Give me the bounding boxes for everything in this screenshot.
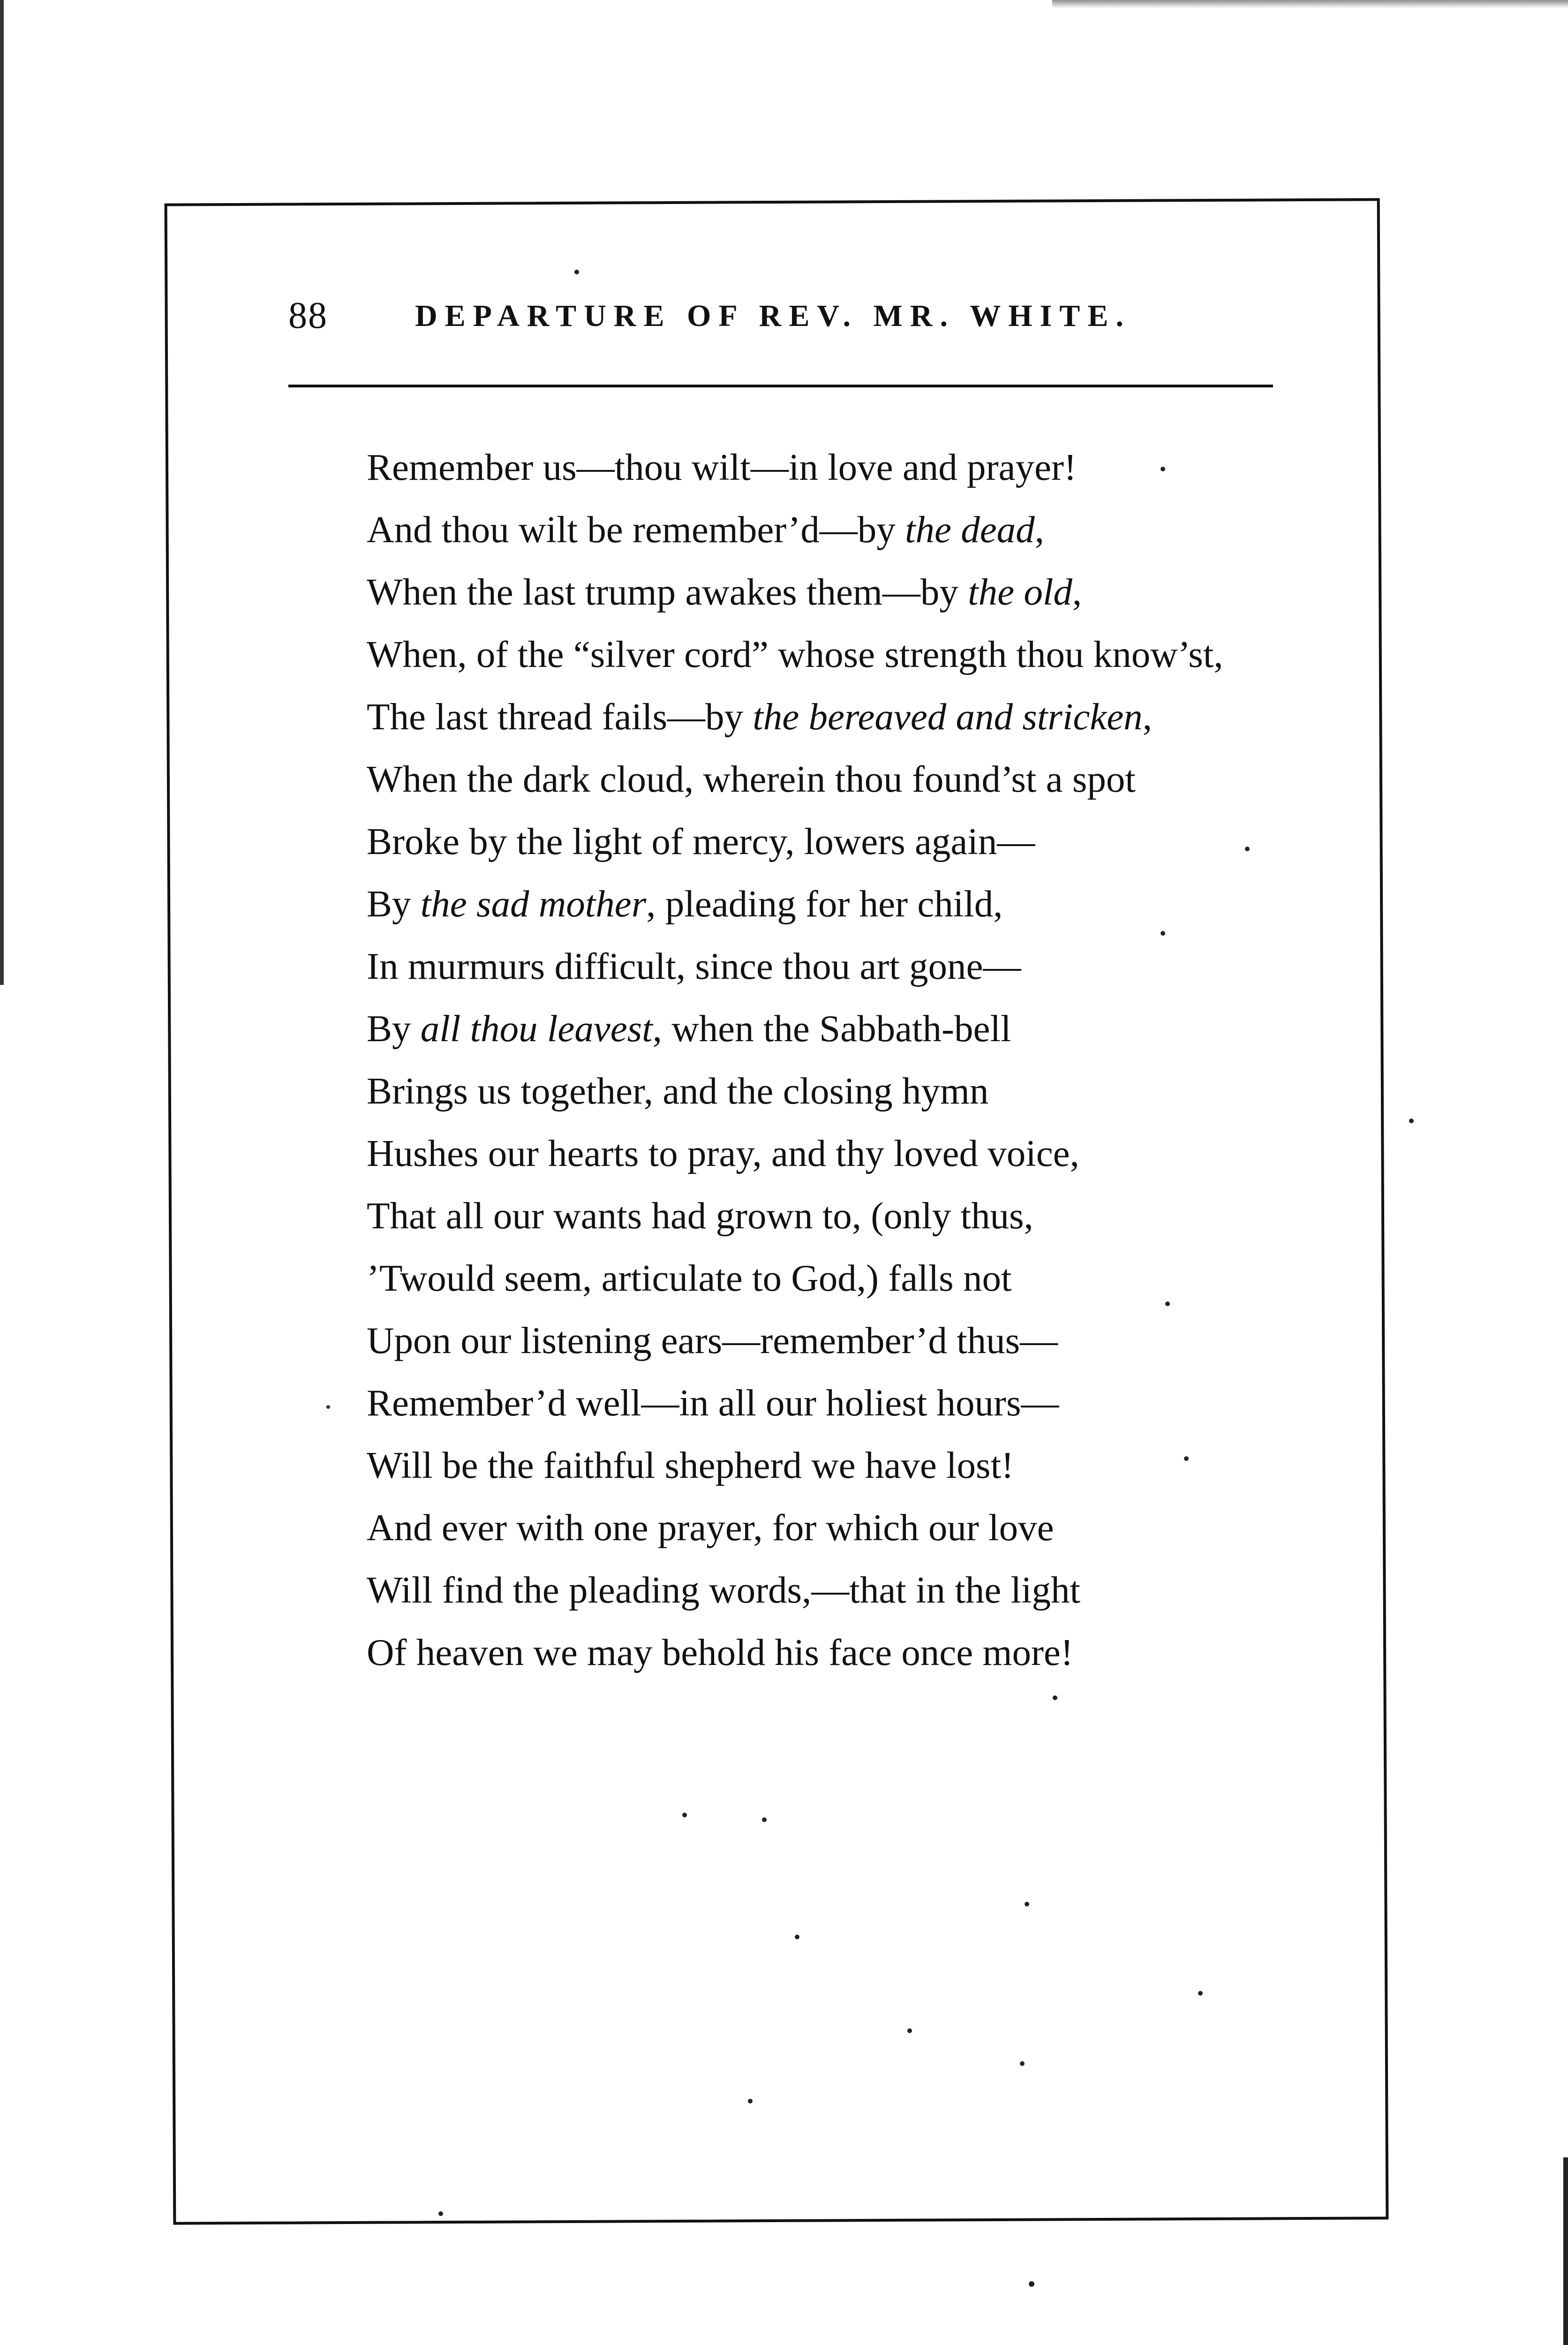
header-rule bbox=[288, 385, 1273, 387]
poem-line bbox=[367, 561, 1351, 623]
poem-line bbox=[367, 1060, 1351, 1122]
scan-edge-right bbox=[1563, 2157, 1568, 2345]
poem-text: Will be the faithful shepherd we have lost! bbox=[367, 1444, 1014, 1486]
poem-line bbox=[367, 499, 1351, 561]
poem-italic-text: the sad mother bbox=[420, 883, 647, 925]
poem-italic-text: the bereaved and stricken bbox=[753, 696, 1143, 738]
poem-text: By bbox=[367, 883, 421, 925]
poem-line bbox=[367, 1497, 1351, 1559]
poem-line bbox=[367, 1122, 1351, 1185]
poem-italic-text: all thou leavest bbox=[420, 1007, 653, 1050]
poem-text: Hushes our hearts to pray, and thy loved voice, bbox=[367, 1132, 1079, 1174]
poem-line bbox=[367, 686, 1351, 748]
poem-text: , bbox=[1034, 508, 1044, 551]
poem-text: , pleading for her child, bbox=[646, 883, 1003, 925]
poem-text: The last thread fails—by bbox=[367, 696, 753, 738]
poem-text: ’Twould seem, articulate to God,) falls not bbox=[367, 1257, 1012, 1299]
poem-text: Will find the pleading words,—that in the light bbox=[367, 1569, 1080, 1611]
poem-text: Of heaven we may behold his face once more! bbox=[367, 1631, 1073, 1673]
poem-line bbox=[367, 1309, 1351, 1372]
scan-edge-top bbox=[1052, 0, 1568, 8]
poem-text: , when the Sabbath-bell bbox=[652, 1007, 1011, 1050]
poem-text: Remember us—thou wilt—in love and prayer! bbox=[367, 446, 1077, 488]
poem-line bbox=[367, 998, 1351, 1060]
poem-body bbox=[367, 436, 1351, 1684]
poem-line bbox=[367, 1621, 1351, 1684]
poem-text: , bbox=[1142, 696, 1152, 738]
poem-line bbox=[367, 810, 1351, 873]
poem-line bbox=[367, 1247, 1351, 1309]
poem-text: When the last trump awakes them—by bbox=[367, 571, 968, 613]
poem-text: And ever with one prayer, for which our love bbox=[367, 1506, 1054, 1549]
poem-text: That all our wants had grown to, (only thus, bbox=[367, 1195, 1033, 1237]
page-number: 88 bbox=[288, 295, 328, 336]
poem-italic-text: the dead bbox=[905, 508, 1035, 551]
poem-text: Brings us together, and the closing hymn bbox=[367, 1070, 989, 1112]
poem-text: Broke by the light of mercy, lowers again— bbox=[367, 820, 1035, 862]
poem-text: Upon our listening ears—remember’d thus— bbox=[367, 1319, 1058, 1362]
poem-line bbox=[367, 1434, 1351, 1497]
poem-line bbox=[367, 623, 1351, 686]
poem-line bbox=[367, 748, 1351, 810]
poem-text: , bbox=[1072, 571, 1082, 613]
scan-edge-left bbox=[0, 0, 4, 985]
poem-line bbox=[367, 1185, 1351, 1247]
poem-text: When the dark cloud, wherein thou found’st a spot bbox=[367, 758, 1136, 800]
poem-line bbox=[367, 935, 1351, 998]
poem-line bbox=[367, 1372, 1351, 1434]
running-title: DEPARTURE OF REV. MR. WHITE. bbox=[415, 299, 1131, 333]
poem-text: And thou wilt be remember’d—by bbox=[367, 508, 905, 551]
poem-line bbox=[367, 436, 1351, 499]
poem-line bbox=[367, 1559, 1351, 1621]
poem-line bbox=[367, 873, 1351, 935]
poem-text: Remember’d well—in all our holiest hours— bbox=[367, 1382, 1059, 1424]
poem-text: In murmurs difficult, since thou art gone— bbox=[367, 945, 1021, 987]
poem-text: By bbox=[367, 1007, 421, 1050]
poem-italic-text: the old bbox=[968, 571, 1072, 613]
poem-text: When, of the “silver cord” whose strength thou know’st, bbox=[367, 633, 1223, 675]
running-head bbox=[288, 286, 1273, 352]
